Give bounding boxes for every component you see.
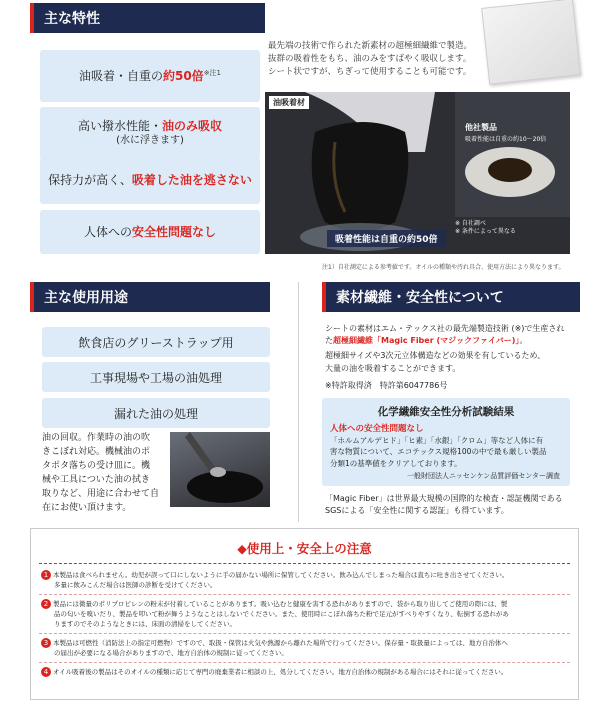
features-intro: 最先端の技術で作られた新素材の超極細繊維で製造。 抜群の吸着性をもち、油のみをすばやく吸収します。 シート状ですが、ちぎって使用することも可能です。: [268, 41, 473, 78]
patent-note: ※特許取得済 特許第6047786号: [325, 381, 448, 390]
features-footnote: 注1）自社測定による参考値です。オイルの種類や汚れ具合、使用方法により異なります。: [322, 264, 565, 271]
use-item-grease-trap: 飲食店のグリーストラップ用: [42, 327, 270, 357]
feature-card-safety: 人体への安全性問題なし: [40, 210, 260, 254]
feature-card-water-repellent: 高い撥水性能・油のみ吸収 (水に浮きます): [40, 107, 260, 159]
feature-card-retention: 保持力が高く、吸着した油を逃さない: [40, 157, 260, 204]
caution-item-2: 2 製品には微量のポリプロピレンの粉末が付着していることがあります。吸い込むと健康を害する恐れがありますので、袋から取り出してご使用の際には、製 品の匂いを嗅いだり、製品を叩いて粉が舞うようなことはしないでください。また、使用時にこぼれ落ちた粉で足元がすべりやすくなり、転倒する恐れがあ りますのでそのようなときには、床面の清掃をしてください。: [41, 599, 570, 629]
spill-illustration: [170, 432, 270, 507]
material-paragraph-2: 超極細サイズや3次元立体構造などの効果を有しているため、 大量の油を吸着することができます。: [325, 351, 546, 373]
oil-spill-photo: [170, 432, 270, 507]
heading-accent-bar: [30, 282, 34, 312]
caution-item-3: 3 本製品は可燃性（消防法上の指定可燃物）ですので、取扱・保管は火気や熱源から離れた場所で行ってください。保存量・取扱量によっては、地方自治体へ の届出が必要になる場合がありますので、地方自治体の規制に従ってください。: [41, 638, 570, 658]
photo-notes: ※ 自社調べ ※ 条件によって異なる: [455, 220, 516, 236]
oil-absorption-demo-photo: [265, 92, 570, 254]
material-heading: 素材繊維・安全性について: [322, 282, 580, 312]
safety-test-source: 一般財団法人ニッセンケン品質評価センター調査: [407, 471, 560, 480]
feature-card-absorption: 油吸着・自重の約50倍$^{※注1}$: [40, 50, 260, 102]
features-heading: 主な特性: [30, 3, 265, 33]
uses-heading: 主な使用用途: [30, 282, 270, 312]
photo-caption: 吸着性能は自重の約50倍: [327, 230, 446, 247]
safety-test-body: 「ホルムアルデヒド」「ヒ素」「水銀」「クロム」等など人体に有 害な物質について、エコテックス規格100の中で最も厳しい製品 分類1の基準値をクリアしております。: [330, 436, 547, 468]
product-sheet-image: [481, 0, 581, 85]
caution-number-badge: 2: [41, 599, 51, 609]
photo-label-right: 他社製品: [465, 123, 497, 132]
safety-test-title: 化学繊維安全性分析試験結果: [377, 406, 515, 418]
caution-number-badge: 1: [41, 570, 51, 580]
caution-number-badge: 4: [41, 667, 51, 677]
section-divider: [298, 282, 299, 522]
material-paragraph-3: 「Magic Fiber」は世界最大規模の国際的な検査・認証機関である SGSによる「安全性に関する認証」も得ています。: [325, 494, 563, 516]
use-item-construction: 工事現場や工場の油処理: [42, 362, 270, 392]
photo-label-left: 油吸着材: [269, 96, 309, 109]
use-item-spill: 漏れた油の処理: [42, 398, 270, 428]
caution-number-badge: 3: [41, 638, 51, 648]
caution-heading: ◆使用上・安全上の注意: [237, 541, 372, 556]
caution-item-4: 4 オイル吸着後の製品はそのオイルの種類に応じて専門の廃棄業者に相談の上、処分してください。地方自治体の規制がある場合にはそれに従ってください。: [41, 667, 570, 677]
safety-test-highlight: 人体への安全性問題なし: [330, 424, 424, 434]
photo-label-right-sub: 吸着性能は自重の約10〜20倍: [465, 136, 547, 143]
heading-accent-bar: [30, 3, 34, 33]
uses-description: 油の回収。作業時の油の吹 きこぼれ対応。機械油のポ タポタ落ちの受け皿に。機 械や工具についた油の拭き 取りなど、用途に合わせて自 在にお使い頂けます。: [42, 433, 160, 513]
caution-item-1: 1 本製品は食べられません。幼児が誤って口にしないように手の届かない場所に保管してください。飲み込んでしまった場合は直ちに吐き出させてください。 多量に飲みこんだ場合は医師の診断を受けてください。: [41, 570, 570, 590]
heading-accent-bar: [322, 282, 326, 312]
safety-test-box: [322, 398, 570, 486]
material-paragraph-1: シートの素材はエム・テックス社の最先端製造技術 (※)で生産され た超極細繊維「Magic Fiber (マジックファイバー)」。: [325, 324, 565, 346]
caution-box: [30, 528, 579, 700]
